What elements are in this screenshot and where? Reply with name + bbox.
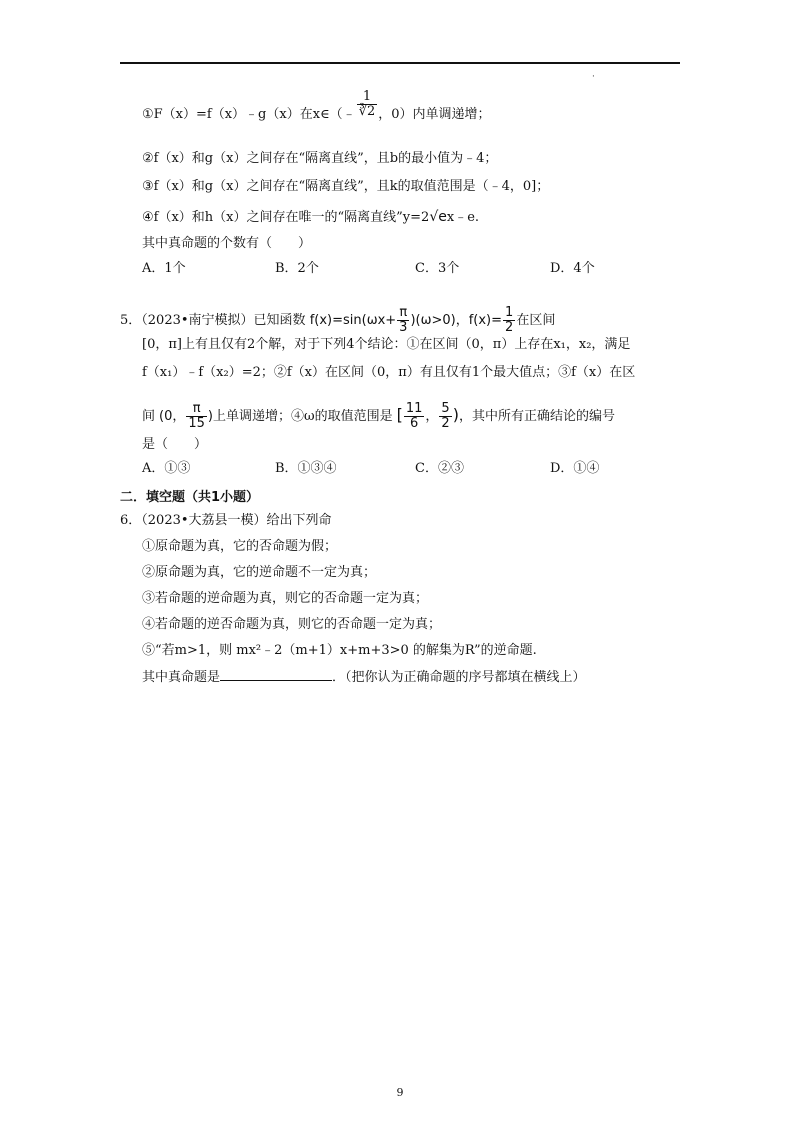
- q4-option-d: D．4个: [550, 261, 595, 276]
- answer-instruction: ．（把你认为正确命题的序号都填在横线上）: [332, 670, 586, 685]
- item-text: x﹣e.: [446, 210, 480, 225]
- q5-function: [309, 305, 456, 335]
- denominator: ∛2: [358, 104, 376, 119]
- q5-line4: [142, 402, 615, 431]
- question-text: 在区间: [516, 313, 556, 328]
- q4-option-b: B．2个: [275, 261, 319, 276]
- q4-item4: [142, 208, 479, 227]
- q6-item2: ②原命题为真，它的逆命题不一定为真；: [142, 565, 377, 580]
- question-number: 5．: [120, 313, 142, 328]
- fraction: [503, 306, 515, 335]
- header-mark: ·: [592, 72, 595, 82]
- denominator: 2: [441, 416, 450, 431]
- item-text: F（x）=f（x）﹣g（x）在: [153, 107, 313, 122]
- fraction: [404, 402, 425, 431]
- denominator: 3: [399, 320, 408, 335]
- fraction: [397, 306, 409, 335]
- q6-item4: ④若命题的逆否命题为真，则它的否命题一定为真；: [142, 617, 442, 632]
- item-text: ，0）内单调递增；: [378, 107, 491, 122]
- question-text: 上单调递增；④ω的取值范围是: [212, 409, 393, 424]
- fraction: [186, 402, 207, 431]
- q5-option-d: D．①④: [550, 461, 600, 476]
- separator: ，: [425, 409, 439, 424]
- q4-item3: ③f（x）和g（x）之间存在“隔离直线”，且k的取值范围是（﹣4，0]；: [142, 179, 550, 194]
- denominator: 2: [505, 320, 514, 335]
- interval-text: (0，: [159, 409, 186, 424]
- q5-line1: [120, 306, 555, 335]
- item-text: ④f（x）和h（x）之间存在唯一的“隔离直线”y=2: [142, 210, 430, 225]
- fraction: [439, 402, 451, 431]
- numerator: 5: [441, 401, 450, 416]
- q6-answer-line: [142, 668, 586, 687]
- interval-text: ): [207, 409, 213, 424]
- formula-text: f(x)=sin(ωx+: [309, 313, 397, 328]
- q6-item5: ⑤“若m>1，则 mx²﹣2（m+1）x+m+3>0 的解集为R”的逆命题.: [142, 643, 537, 658]
- sqrt-e: √e: [429, 209, 447, 225]
- bracket: [: [396, 405, 403, 424]
- q5-option-b: B．①③④: [275, 461, 337, 476]
- question-text: ，其中所有正确结论的编号: [458, 409, 615, 424]
- fraction: [357, 90, 378, 119]
- q5-line5: 是（ ）: [142, 437, 208, 452]
- denominator: 15: [188, 416, 205, 431]
- numerator: 11: [405, 401, 423, 416]
- item-text: x∈（﹣: [312, 107, 356, 122]
- q5-option-a: A．①③: [142, 461, 191, 476]
- item-marker: ①: [142, 107, 154, 122]
- q5-option-c: C．②③: [415, 461, 464, 476]
- answer-blank[interactable]: [220, 668, 332, 681]
- q4-option-c: C．3个: [415, 261, 460, 276]
- denominator: 6: [409, 416, 419, 431]
- condition-text: ，f(x)=: [455, 313, 503, 328]
- answer-prompt: 其中真命题是: [142, 670, 221, 685]
- section-heading: 二．填空题（共1小题）: [120, 490, 260, 505]
- bracket: ): [452, 405, 459, 424]
- q6-item1: ①原命题为真，它的否命题为假；: [142, 539, 338, 554]
- q6-item3: ③若命题的逆命题为真，则它的否命题一定为真；: [142, 591, 429, 606]
- numerator: π: [186, 402, 207, 417]
- q6-intro: 6．（2023•大荔县一模）给出下列命: [120, 513, 332, 528]
- q4-option-a: A．1个: [142, 261, 186, 276]
- numerator: π: [397, 306, 409, 321]
- q5-line3: f（x₁）﹣f（x₂）=2；②f（x）在区间（0，π）有且仅有1个最大值点；③f（x）在区: [142, 365, 636, 380]
- q4-question: 其中真命题的个数有（ ）: [142, 236, 312, 251]
- q4-item1: [142, 89, 491, 129]
- page-number: 9: [396, 1086, 404, 1099]
- q5-line2: [0，π]上有且仅有2个解，对于下列4个结论：①在区间（0，π）上存在x₁，x₂，满足: [142, 337, 631, 352]
- question-source: （2023•南宁模拟）已知函数: [141, 313, 306, 328]
- q4-item2: ②f（x）和g（x）之间存在“隔离直线”，且b的最小值为﹣4；: [142, 151, 498, 166]
- numerator: 1: [505, 305, 514, 320]
- header-rule: [120, 62, 680, 64]
- numerator: 1: [357, 90, 378, 105]
- formula-text: )(ω>0): [410, 313, 456, 328]
- question-text: 间: [142, 409, 156, 424]
